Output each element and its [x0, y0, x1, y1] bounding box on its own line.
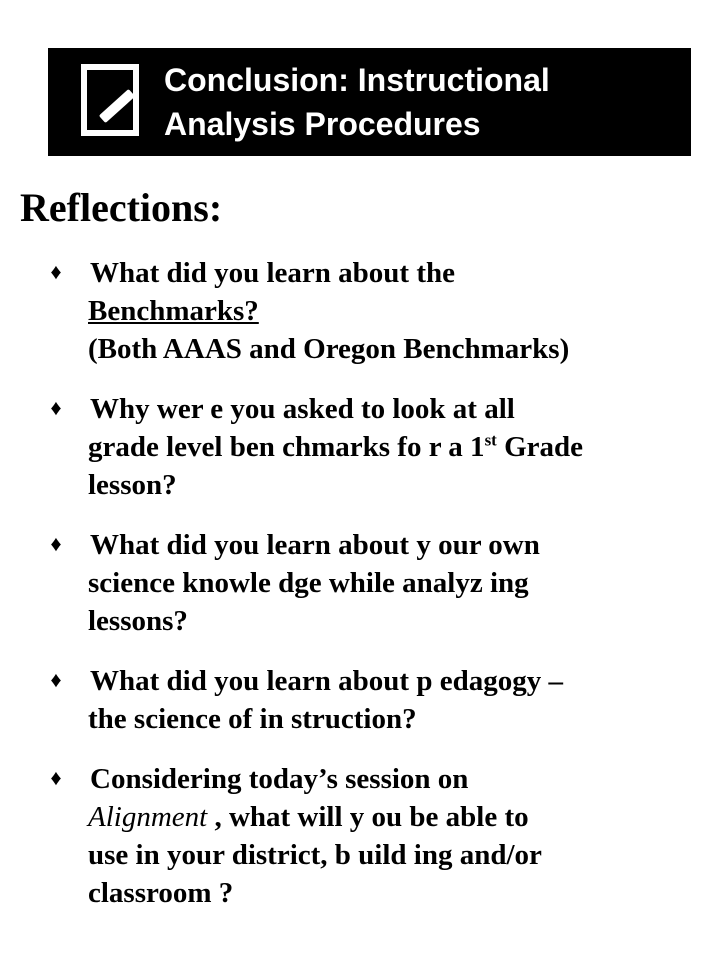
item-text-line: use in your district, b uild ing and/or [88, 839, 542, 871]
diamond-bullet-icon: ♦ [50, 765, 62, 790]
slide-title [164, 58, 684, 146]
item-text-line: the science of in struction? [88, 703, 417, 735]
item-text-line: (Both AAAS and Oregon Benchmarks) [88, 333, 570, 365]
diamond-bullet-icon: ♦ [50, 531, 62, 556]
emphasis-alignment: Alignment [88, 801, 208, 833]
check-slash-box-icon [81, 64, 139, 136]
item-text-line: lesson? [88, 469, 177, 501]
item-text-line: Considering today’s session on [90, 763, 469, 795]
item-text-line: Alignment , what will y ou be able to [88, 801, 529, 833]
item-text-line: science knowle dge while analyz ing [88, 567, 529, 599]
item-text-line: classroom ? [88, 877, 234, 909]
slide-title-line-2: Analysis Procedures [164, 106, 481, 142]
slide-title-line-1: Conclusion: Instructional [164, 62, 550, 98]
item-text-line: Why wer e you asked to look at all [90, 393, 515, 425]
item-text-line: What did you learn about p edagogy – [90, 665, 563, 697]
item-text-line: grade level ben chmarks fo r a 1st Grade [88, 430, 584, 463]
item-text-line: Benchmarks? [88, 295, 259, 327]
diamond-bullet-icon: ♦ [50, 395, 62, 420]
item-text-line: lessons? [88, 605, 188, 637]
diamond-bullet-icon: ♦ [50, 667, 62, 692]
item-text-line: What did you learn about the [90, 257, 455, 289]
section-heading: Reflections: [20, 185, 223, 230]
title-banner [48, 48, 691, 156]
diamond-bullet-icon: ♦ [50, 259, 62, 284]
item-text-line: What did you learn about y our own [90, 529, 540, 561]
